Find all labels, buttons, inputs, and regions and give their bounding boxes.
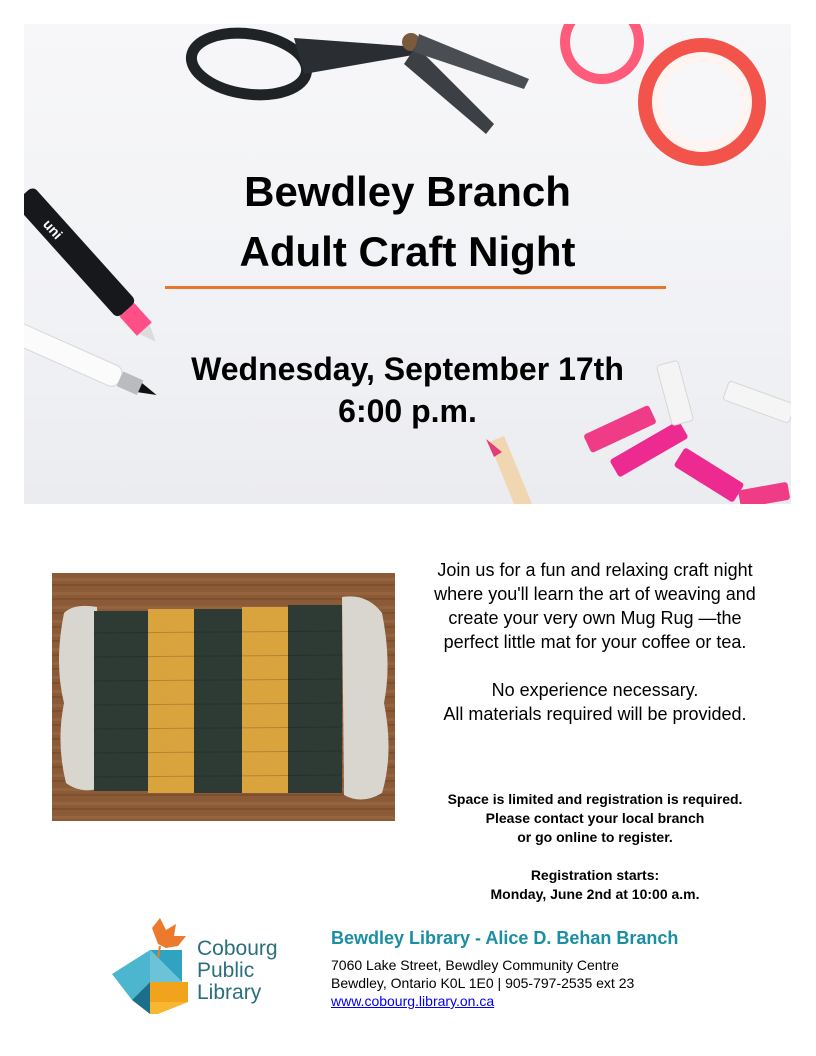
scissors-icon: [187, 26, 529, 134]
registration-start: [405, 866, 785, 904]
branch-address: [331, 956, 634, 1010]
registration-info: [405, 790, 785, 923]
mug-rug-photo: [52, 573, 395, 821]
website-link[interactable]: www.cobourg.library.on.ca: [331, 993, 495, 1009]
branch-name: Bewdley Library - Alice D. Behan Branch: [331, 928, 679, 948]
description-line: create your very own Mug Rug —the: [448, 608, 742, 628]
hero-banner: [24, 24, 791, 504]
title-divider: [165, 286, 666, 289]
logo-line: Cobourg: [197, 937, 278, 960]
tape-roll-icon: [560, 24, 766, 166]
description-line: Join us for a fun and relaxing craft night: [437, 560, 753, 580]
address-line-1: 7060 Lake Street, Bewdley Community Centre: [331, 957, 619, 973]
event-datetime: [24, 348, 791, 432]
address-line-2: Bewdley, Ontario K0L 1E0 | 905-797-2535 ext 23: [331, 975, 635, 991]
description-line: where you'll learn the art of weaving and: [434, 584, 756, 604]
description-line: perfect little mat for your coffee or tea.: [443, 632, 747, 652]
library-logo-text: [197, 938, 278, 1004]
pencil-icon: [486, 436, 532, 504]
description-paragraph-2: [405, 678, 785, 726]
registration-line: Please contact your local branch: [485, 810, 705, 826]
description-line: All materials required will be provided.: [443, 704, 747, 724]
registration-line: or go online to register.: [517, 829, 673, 845]
logo-line: Public: [197, 959, 255, 982]
marker-brand-label: uni: [39, 215, 66, 243]
registration-line: Monday, June 2nd at 10:00 a.m.: [490, 886, 700, 902]
event-date: Wednesday, September 17th: [191, 351, 624, 387]
registration-notice: [405, 790, 785, 847]
description-line: No experience necessary.: [491, 680, 699, 700]
title-line-2: Adult Craft Night: [239, 228, 576, 275]
registration-line: Space is limited and registration is required.: [447, 791, 743, 807]
event-time: 6:00 p.m.: [338, 393, 477, 429]
event-title: [24, 162, 791, 282]
title-line-1: Bewdley Branch: [244, 168, 571, 215]
description-paragraph-1: [405, 558, 785, 654]
event-description: [405, 558, 785, 750]
logo-line: Library: [197, 981, 262, 1004]
registration-line: Registration starts:: [530, 867, 660, 883]
